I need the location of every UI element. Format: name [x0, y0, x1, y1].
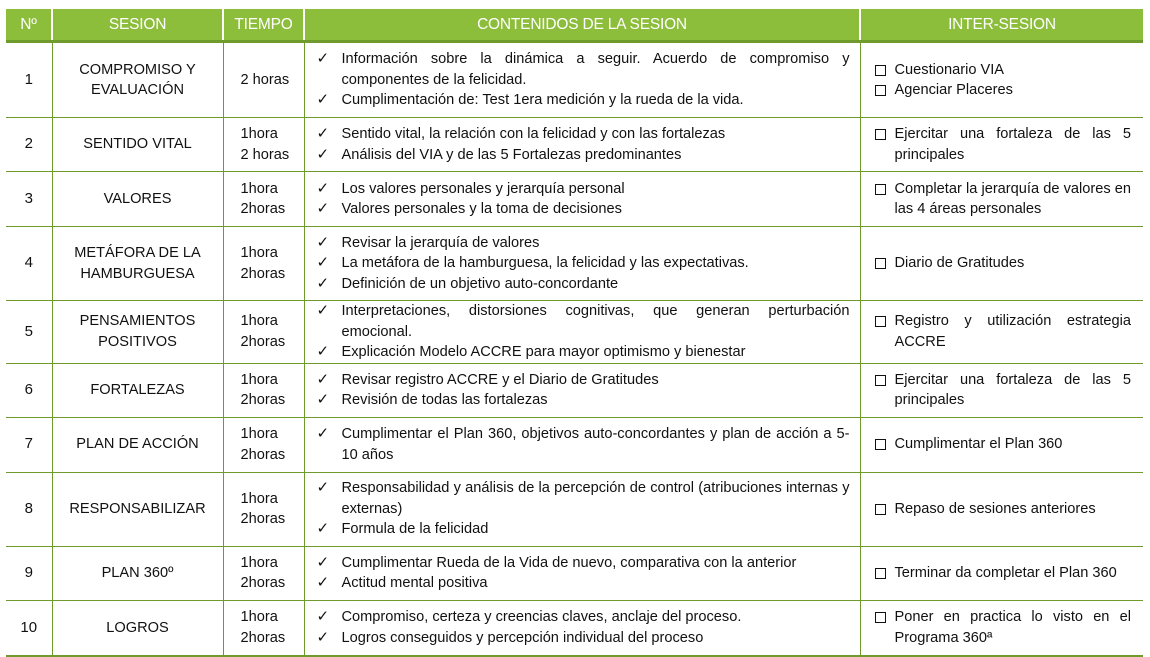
content-item — [317, 424, 850, 465]
inter-session-text: Diario de Gratitudes — [894, 255, 1025, 272]
check-icon: ✓ — [316, 628, 330, 646]
session-contents — [304, 472, 860, 546]
content-text: Revisión de todas las fortalezas — [341, 392, 548, 408]
time-line: 1hora — [240, 371, 278, 388]
content-text: Interpretaciones, distorsiones cognitivas, que generan perturbación emocional. — [341, 303, 850, 340]
check-icon: ✓ — [316, 302, 330, 319]
inter-session-item — [873, 253, 1132, 274]
sessions-table-wrapper — [6, 9, 1143, 657]
session-time — [223, 363, 304, 417]
inter-session-text: Registro y utilización estrategia ACCRE — [894, 313, 1131, 350]
content-text: Logros conseguidos y percepción individual del proceso — [341, 629, 704, 646]
table-row — [6, 172, 1143, 227]
session-name: COMPROMISO Y EVALUACIÓN — [52, 42, 223, 118]
check-icon: ✓ — [316, 125, 330, 142]
content-item — [317, 370, 850, 391]
session-name: VALORES — [52, 172, 223, 227]
checkbox-icon — [875, 184, 886, 195]
check-icon: ✓ — [316, 91, 330, 109]
content-text: Cumplimentar el Plan 360, objetivos auto-concordantes y plan de acción a 5-10 años — [341, 426, 850, 463]
header-time: TIEMPO — [223, 9, 304, 42]
time-line: 1hora — [240, 245, 278, 261]
table-row — [6, 118, 1143, 172]
time-line: 2 horas — [240, 146, 290, 163]
inter-session-text: Ejercitar una fortaleza de las 5 principales — [894, 126, 1131, 163]
session-contents — [304, 363, 860, 417]
table-body — [6, 42, 1143, 657]
session-name: PENSAMIENTOS POSITIVOS — [52, 301, 223, 364]
session-name: PLAN 360º — [52, 546, 223, 600]
content-text: Valores personales y la toma de decisiones — [341, 201, 622, 217]
inter-session-item — [873, 434, 1132, 455]
content-item — [317, 342, 850, 363]
session-contents — [304, 301, 860, 364]
content-text: Explicación Modelo ACCRE para mayor optimismo y bienestar — [341, 344, 746, 360]
session-time — [223, 118, 304, 172]
session-name: FORTALEZAS — [52, 363, 223, 417]
session-name: SENTIDO VITAL — [52, 118, 223, 172]
session-contents — [304, 600, 860, 656]
session-time — [223, 472, 304, 546]
time-line: 1hora — [240, 313, 278, 330]
session-number: 10 — [6, 600, 52, 656]
check-icon: ✓ — [316, 145, 330, 163]
session-contents — [304, 417, 860, 472]
checkbox-icon — [875, 439, 886, 450]
header-inter-session: INTER-SESION — [860, 9, 1143, 42]
content-item — [317, 628, 850, 649]
content-item — [317, 90, 850, 111]
content-text: Revisar registro ACCRE y el Diario de Gratitudes — [341, 371, 659, 388]
session-time — [223, 417, 304, 472]
inter-session-item — [873, 499, 1132, 520]
inter-session-text: Completar la jerarquía de valores en las 4 áreas personales — [894, 180, 1131, 217]
inter-session — [860, 546, 1143, 600]
inter-session-item — [873, 563, 1132, 584]
inter-session — [860, 42, 1143, 118]
content-item — [317, 573, 850, 594]
content-text: Definición de un objetivo auto-concordante — [341, 275, 619, 292]
checkbox-icon — [875, 65, 886, 76]
content-item — [317, 179, 850, 200]
content-item — [317, 553, 850, 574]
session-time — [223, 301, 304, 364]
session-number: 8 — [6, 472, 52, 546]
session-number: 3 — [6, 172, 52, 227]
table-row — [6, 227, 1143, 301]
inter-session — [860, 363, 1143, 417]
check-icon: ✓ — [316, 391, 330, 408]
session-number: 6 — [6, 363, 52, 417]
inter-session — [860, 172, 1143, 227]
inter-session-item — [873, 370, 1132, 411]
table-header-row — [6, 9, 1143, 42]
content-item — [317, 124, 850, 145]
header-contents: CONTENIDOS DE LA SESION — [304, 9, 860, 42]
inter-session-item — [873, 124, 1132, 165]
content-text: Los valores personales y jerarquía personal — [341, 180, 625, 197]
inter-session — [860, 118, 1143, 172]
check-icon: ✓ — [316, 274, 330, 292]
content-item — [317, 253, 850, 274]
session-contents — [304, 42, 860, 118]
content-item — [317, 199, 850, 220]
session-number: 5 — [6, 301, 52, 364]
content-text: La metáfora de la hamburguesa, la felicidad y las expectativas. — [341, 255, 749, 272]
inter-session-text: Terminar da completar el Plan 360 — [894, 564, 1117, 581]
check-icon: ✓ — [316, 233, 330, 251]
inter-session-text: Ejercitar una fortaleza de las 5 principales — [894, 371, 1131, 408]
time-line: 1hora — [240, 609, 278, 626]
session-time — [223, 172, 304, 227]
session-name: PLAN DE ACCIÓN — [52, 417, 223, 472]
session-number: 1 — [6, 42, 52, 118]
content-text: Responsabilidad y análisis de la percepción de control (atribuciones internas y externas) — [341, 480, 850, 517]
check-icon: ✓ — [316, 200, 330, 217]
table-row — [6, 417, 1143, 472]
session-name: METÁFORA DE LA HAMBURGUESA — [52, 227, 223, 301]
check-icon: ✓ — [316, 553, 330, 571]
header-session: SESION — [52, 9, 223, 42]
sessions-table — [6, 9, 1143, 657]
inter-session-text: Repaso de sesiones anteriores — [894, 500, 1096, 517]
checkbox-icon — [875, 612, 886, 623]
content-item — [317, 145, 850, 166]
check-icon: ✓ — [316, 479, 330, 497]
table-row — [6, 546, 1143, 600]
time-line: 2horas — [240, 392, 286, 408]
check-icon: ✓ — [316, 50, 330, 68]
content-text: Revisar la jerarquía de valores — [341, 234, 540, 251]
table-row — [6, 600, 1143, 656]
checkbox-icon — [875, 568, 886, 579]
check-icon: ✓ — [316, 520, 330, 538]
time-line: 1hora — [240, 426, 278, 442]
content-text: Sentido vital, la relación con la felicidad y con las fortalezas — [341, 126, 726, 142]
session-name: RESPONSABILIZAR — [52, 472, 223, 546]
session-time — [223, 546, 304, 600]
checkbox-icon — [875, 316, 886, 327]
time-line: 2horas — [240, 201, 286, 217]
content-item — [317, 233, 850, 254]
check-icon: ✓ — [316, 254, 330, 272]
content-item — [317, 274, 850, 295]
table-row — [6, 301, 1143, 364]
content-text: Cumplimentación de: Test 1era medición y la rueda de la vida. — [341, 92, 744, 109]
session-contents — [304, 118, 860, 172]
content-text: Formula de la felicidad — [341, 521, 489, 538]
content-item — [317, 519, 850, 540]
session-number: 2 — [6, 118, 52, 172]
session-time — [223, 600, 304, 656]
inter-session-text: Cumplimentar el Plan 360 — [894, 436, 1063, 453]
time-line: 1hora — [240, 490, 278, 507]
time-line: 1hora — [240, 126, 278, 142]
table-row — [6, 42, 1143, 118]
content-text: Actitud mental positiva — [341, 575, 488, 591]
content-text: Compromiso, certeza y creencias claves, anclaje del proceso. — [341, 609, 742, 626]
time-line: 1hora — [240, 554, 278, 571]
session-contents — [304, 546, 860, 600]
session-name: LOGROS — [52, 600, 223, 656]
checkbox-icon — [875, 85, 886, 96]
inter-session — [860, 417, 1143, 472]
checkbox-icon — [875, 504, 886, 515]
checkbox-icon — [875, 129, 886, 140]
checkbox-icon — [875, 375, 886, 386]
content-text: Análisis del VIA y de las 5 Fortalezas predominantes — [341, 146, 682, 163]
content-item — [317, 49, 850, 90]
content-text: Cumplimentar Rueda de la Vida de nuevo, comparativa con la anterior — [341, 554, 797, 571]
header-num: Nº — [6, 9, 52, 42]
time-line: 2 horas — [240, 71, 290, 88]
time-line: 2horas — [240, 333, 286, 350]
time-line: 2horas — [240, 446, 286, 463]
content-item — [317, 478, 850, 519]
check-icon: ✓ — [316, 179, 330, 197]
check-icon: ✓ — [316, 343, 330, 360]
session-contents — [304, 227, 860, 301]
check-icon: ✓ — [316, 370, 330, 388]
check-icon: ✓ — [316, 425, 330, 442]
time-line: 1hora — [240, 180, 278, 197]
time-line: 2horas — [240, 629, 286, 646]
inter-session-item — [873, 607, 1132, 648]
inter-session-text: Agenciar Placeres — [894, 82, 1013, 98]
inter-session-item — [873, 60, 1132, 81]
session-number: 4 — [6, 227, 52, 301]
inter-session — [860, 227, 1143, 301]
checkbox-icon — [875, 258, 886, 269]
check-icon: ✓ — [316, 574, 330, 591]
inter-session-item — [873, 179, 1132, 220]
time-line: 2horas — [240, 265, 286, 282]
inter-session — [860, 472, 1143, 546]
time-line: 2horas — [240, 511, 286, 527]
session-time — [223, 42, 304, 118]
content-text: Información sobre la dinámica a seguir. Acuerdo de compromiso y componentes de la felicidad. — [341, 51, 850, 88]
time-line: 2horas — [240, 575, 286, 591]
table-row — [6, 363, 1143, 417]
content-item — [317, 607, 850, 628]
inter-session-text: Cuestionario VIA — [894, 61, 1005, 78]
inter-session-item — [873, 80, 1132, 101]
session-contents — [304, 172, 860, 227]
content-item — [317, 301, 850, 342]
inter-session-text: Poner en practica lo visto en el Programa 360ª — [894, 609, 1131, 646]
inter-session — [860, 301, 1143, 364]
session-time — [223, 227, 304, 301]
session-number: 9 — [6, 546, 52, 600]
check-icon: ✓ — [316, 608, 330, 626]
content-item — [317, 390, 850, 411]
session-number: 7 — [6, 417, 52, 472]
table-row — [6, 472, 1143, 546]
inter-session-item — [873, 311, 1132, 352]
inter-session — [860, 600, 1143, 656]
